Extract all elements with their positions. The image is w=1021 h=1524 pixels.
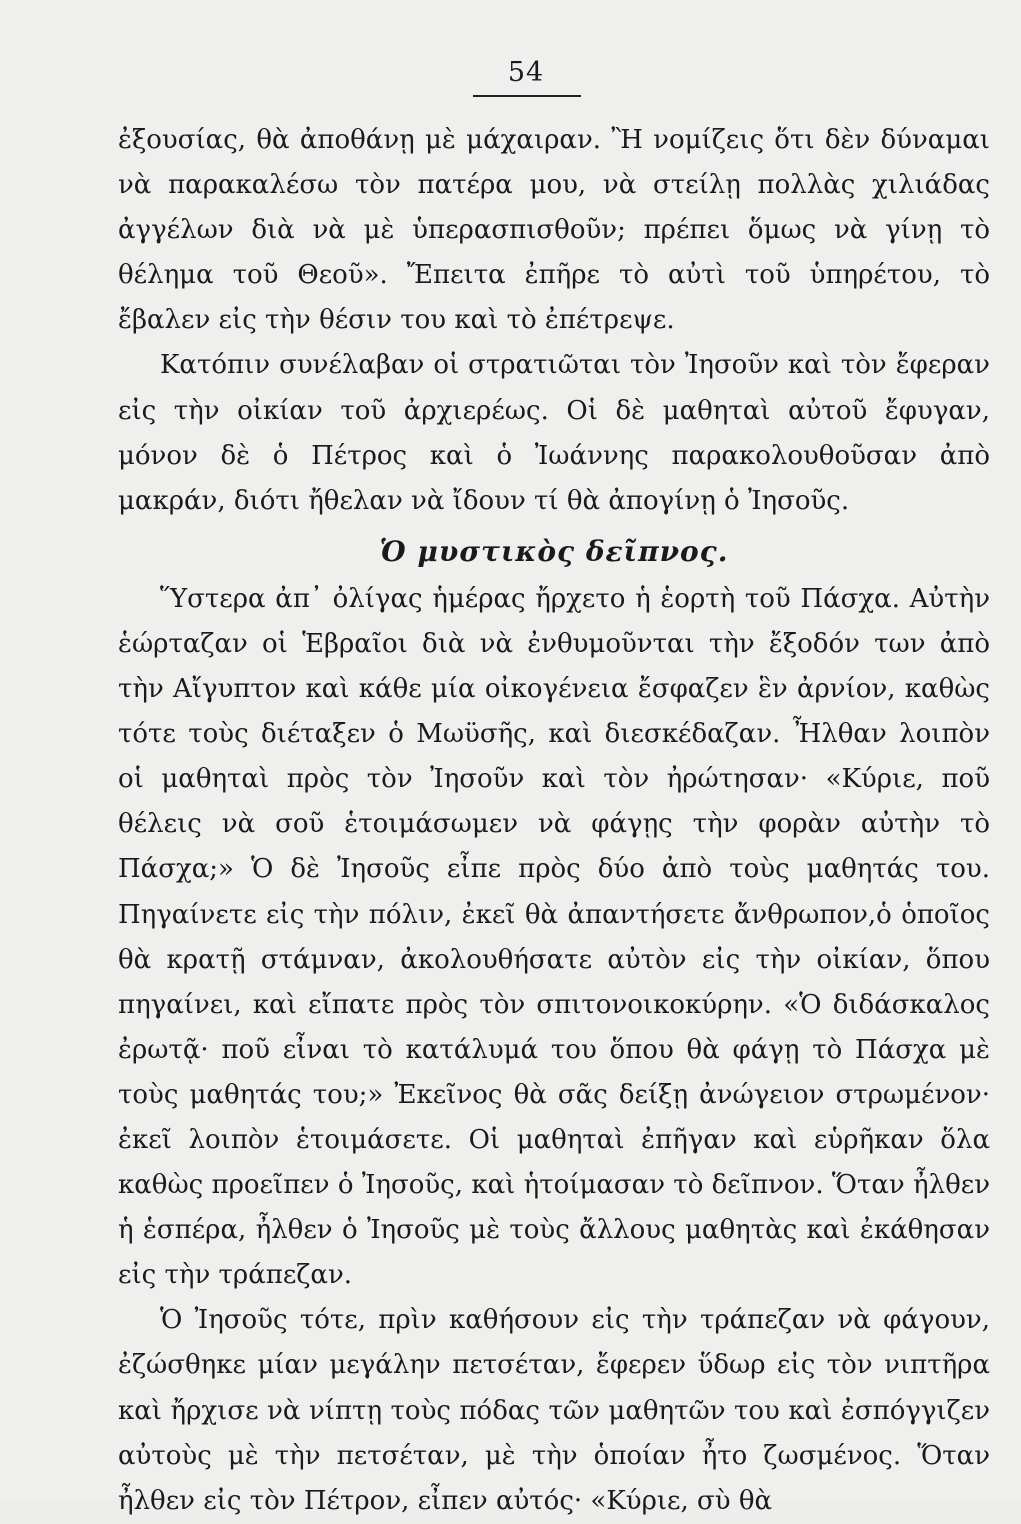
page-number-rule — [473, 95, 581, 97]
paragraph: Κατόπιν συνέλαβαν οἱ στρατιῶται τὸν Ἰησοῦν καὶ τὸν ἔφεραν εἰς τὴν οἰκίαν τοῦ ἀρχιερέως. Οἱ δὲ μαθηταὶ αὐτοῦ ἔφυγαν, μόνον δὲ ὁ Πέτρος καὶ ὁ Ἰωάννης παρακολουθοῦσαν ἀπὸ μακράν, διότι ἤθελαν νὰ ἴδουν τί θὰ ἀπογίνῃ ὁ Ἰησοῦς. — [118, 350, 990, 516]
paragraph: Ὕστερα ἀπ᾽ ὀλίγας ἡμέρας ἤρχετο ἡ ἑορτὴ τοῦ Πάσχα. Αὐτὴν ἑώρταζαν οἱ Ἑβραῖοι διὰ νὰ ἐνθυμοῦνται τὴν ἔξοδόν των ἀπὸ τὴν Αἴγυπτον καὶ κάθε μία οἰκογένεια ἔσφαζεν ἓν ἀρνίον, καθὼς τότε τοὺς διέταξεν ὁ Μωϋσῆς, καὶ διεσκέδαζαν. Ἦλθαν λοιπὸν οἱ μαθηταὶ πρὸς τὸν Ἰησοῦν καὶ τὸν ἠρώτησαν· «Κύριε, ποῦ θέλεις νὰ σοῦ ἑτοιμάσωμεν νὰ φάγῃς τὴν φορὰν αὐτὴν τὸ Πάσχα;» Ὁ δὲ Ἰησοῦς εἶπε πρὸς δύο ἀπὸ τοὺς μαθητάς του. Πηγαίνετε εἰς τὴν πόλιν, ἐκεῖ θὰ ἀπαντήσετε ἄνθρωπον,ὁ ὁποῖος θὰ κρατῇ στάμναν, ἀκολουθήσατε αὐτὸν εἰς τὴν οἰκίαν, ὅπου πηγαίνει, καὶ εἴπατε πρὸς τὸν σπιτονοικοκύρην. «Ὁ διδάσκαλος ἐρωτᾷ· ποῦ εἶναι τὸ κατάλυμά του ὅπου θὰ φάγῃ τὸ Πάσχα μὲ τοὺς μαθητάς του;» Ἐκεῖνος θὰ σᾶς δείξῃ ἀνώγειον στρωμένον· ἐκεῖ λοιπὸν ἑτοιμάσετε. Οἱ μαθηταὶ ἐπῆγαν καὶ εὑρῆκαν ὅλα καθὼς προεῖπεν ὁ Ἰησοῦς, καὶ ἡτοίμασαν τὸ δεῖπνον. Ὅταν ἦλθεν ἡ ἑσπέρα, ἦλθεν ὁ Ἰησοῦς μὲ τοὺς ἄλλους μαθητὰς καὶ ἐκάθησαν εἰς τὴν τράπεζαν. — [118, 583, 990, 1291]
paragraph: Ὁ Ἰησοῦς τότε, πρὶν καθήσουν εἰς τὴν τράπεζαν νὰ φάγουν, ἐζώσθηκε μίαν μεγάλην πετσέταν, ἔφερεν ὕδωρ εἰς τὸν νιπτῆρα καὶ ἤρχισε νὰ νίπτῃ τοὺς πόδας τῶν μαθητῶν του καὶ ἐσπόγγιζεν αὐτοὺς μὲ τὴν πετσέταν, μὲ τὴν ὁποίαν ἦτο ζωσμένος. Ὅταν ἦλθεν εἰς τὸν Πέτρον, εἶπεν αὐτός· «Κύριε, σὺ θὰ — [118, 1305, 990, 1516]
body-text — [118, 118, 990, 1524]
section-heading: Ὁ μυστικὸς δεῖπνος. — [379, 534, 729, 568]
page-number: 54 — [507, 57, 545, 88]
paragraph-continued: ἐξουσίας, θὰ ἀποθάνῃ μὲ μάχαιραν. Ἢ νομίζεις ὅτι δὲν δύναμαι νὰ παρακαλέσω τὸν πατέρα μου, νὰ στείλῃ πολλὰς χιλιάδας ἀγγέλων διὰ νὰ μὲ ὑπερασπισθοῦν; πρέπει ὅμως νὰ γίνῃ τὸ θέλημα τοῦ Θεοῦ». Ἔπειτα ἐπῆρε τὸ αὐτὶ τοῦ ὑπηρέτου, τὸ ἔβαλεν εἰς τὴν θέσιν του καὶ τὸ ἐπέτρεψε. — [118, 125, 990, 336]
